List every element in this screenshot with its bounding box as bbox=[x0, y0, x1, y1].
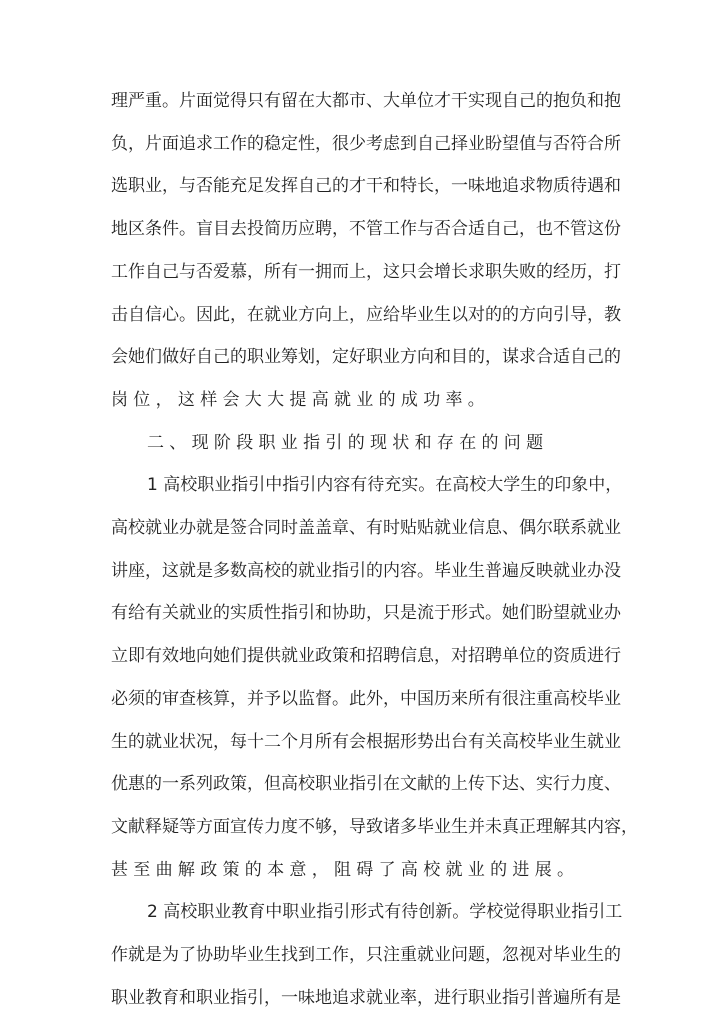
text-line: 岗位，这样会大大提高就业的成功率。 bbox=[111, 389, 491, 410]
text-line: 工作自己与否爱慕，所有一拥而上，这只会增长求职失败的经历，打 bbox=[111, 261, 621, 282]
text-line: 负，片面追求工作的稳定性，很少考虑到自己择业盼望值与否符合所 bbox=[111, 133, 621, 154]
text-line: 地区条件。盲目去投简历应聘，不管工作与否合适自己，也不管这份 bbox=[111, 219, 621, 240]
text-line: 有给有关就业的实质性指引和协助，只是流于形式。她们盼望就业办 bbox=[111, 603, 621, 624]
section-heading: 二、现阶段职业指引的现状和存在的问题 bbox=[147, 432, 549, 453]
text-line: 甚至曲解政策的本意，阻碍了高校就业的进展。 bbox=[111, 859, 580, 880]
text-line: 优惠的一系列政策，但高校职业指引在文献的上传下达、实行力度、 bbox=[111, 774, 621, 795]
text-line: 文献释疑等方面宣传力度不够，导致诸多毕业生并未真正理解其内容， bbox=[111, 816, 638, 837]
text-line: 2 高校职业教育中职业指引形式有待创新。学校觉得职业指引工 bbox=[147, 902, 623, 923]
text-line: 击自信心。因此，在就业方向上，应给毕业生以对的的方向引导，教 bbox=[111, 304, 621, 325]
text-line: 选职业，与否能充足发挥自己的才干和特长，一味地追求物质待遇和 bbox=[111, 176, 621, 197]
text-line: 立即有效地向她们提供就业政策和招聘信息，对招聘单位的资质进行 bbox=[111, 646, 621, 667]
text-line: 高校就业办就是签合同时盖盖章、有时贴贴就业信息、偶尔联系就业 bbox=[111, 518, 621, 538]
text-line: 1 高校职业指引中指引内容有待充实。在高校大学生的印象中， bbox=[147, 475, 623, 496]
text-line: 讲座，这就是多数高校的就业指引的内容。毕业生普遍反映就业办没 bbox=[111, 560, 621, 581]
text-line: 必须的审查核算，并予以监督。此外，中国历来所有很注重高校毕业 bbox=[111, 688, 621, 709]
text-line: 职业教育和职业指引，一味地追求就业率，进行职业指引普遍所有是 bbox=[111, 987, 621, 1008]
text-line: 会她们做好自己的职业筹划，定好职业方向和目的，谋求合适自己的 bbox=[111, 347, 621, 368]
text-line: 作就是为了协助毕业生找到工作，只注重就业问题，忽视对毕业生的 bbox=[111, 945, 621, 965]
text-line: 生的就业状况，每十二个月所有会根据形势出台有关高校毕业生就业 bbox=[111, 731, 621, 752]
text-line: 理严重。片面觉得只有留在大都市、大单位才干实现自己的抱负和抱 bbox=[111, 91, 621, 111]
